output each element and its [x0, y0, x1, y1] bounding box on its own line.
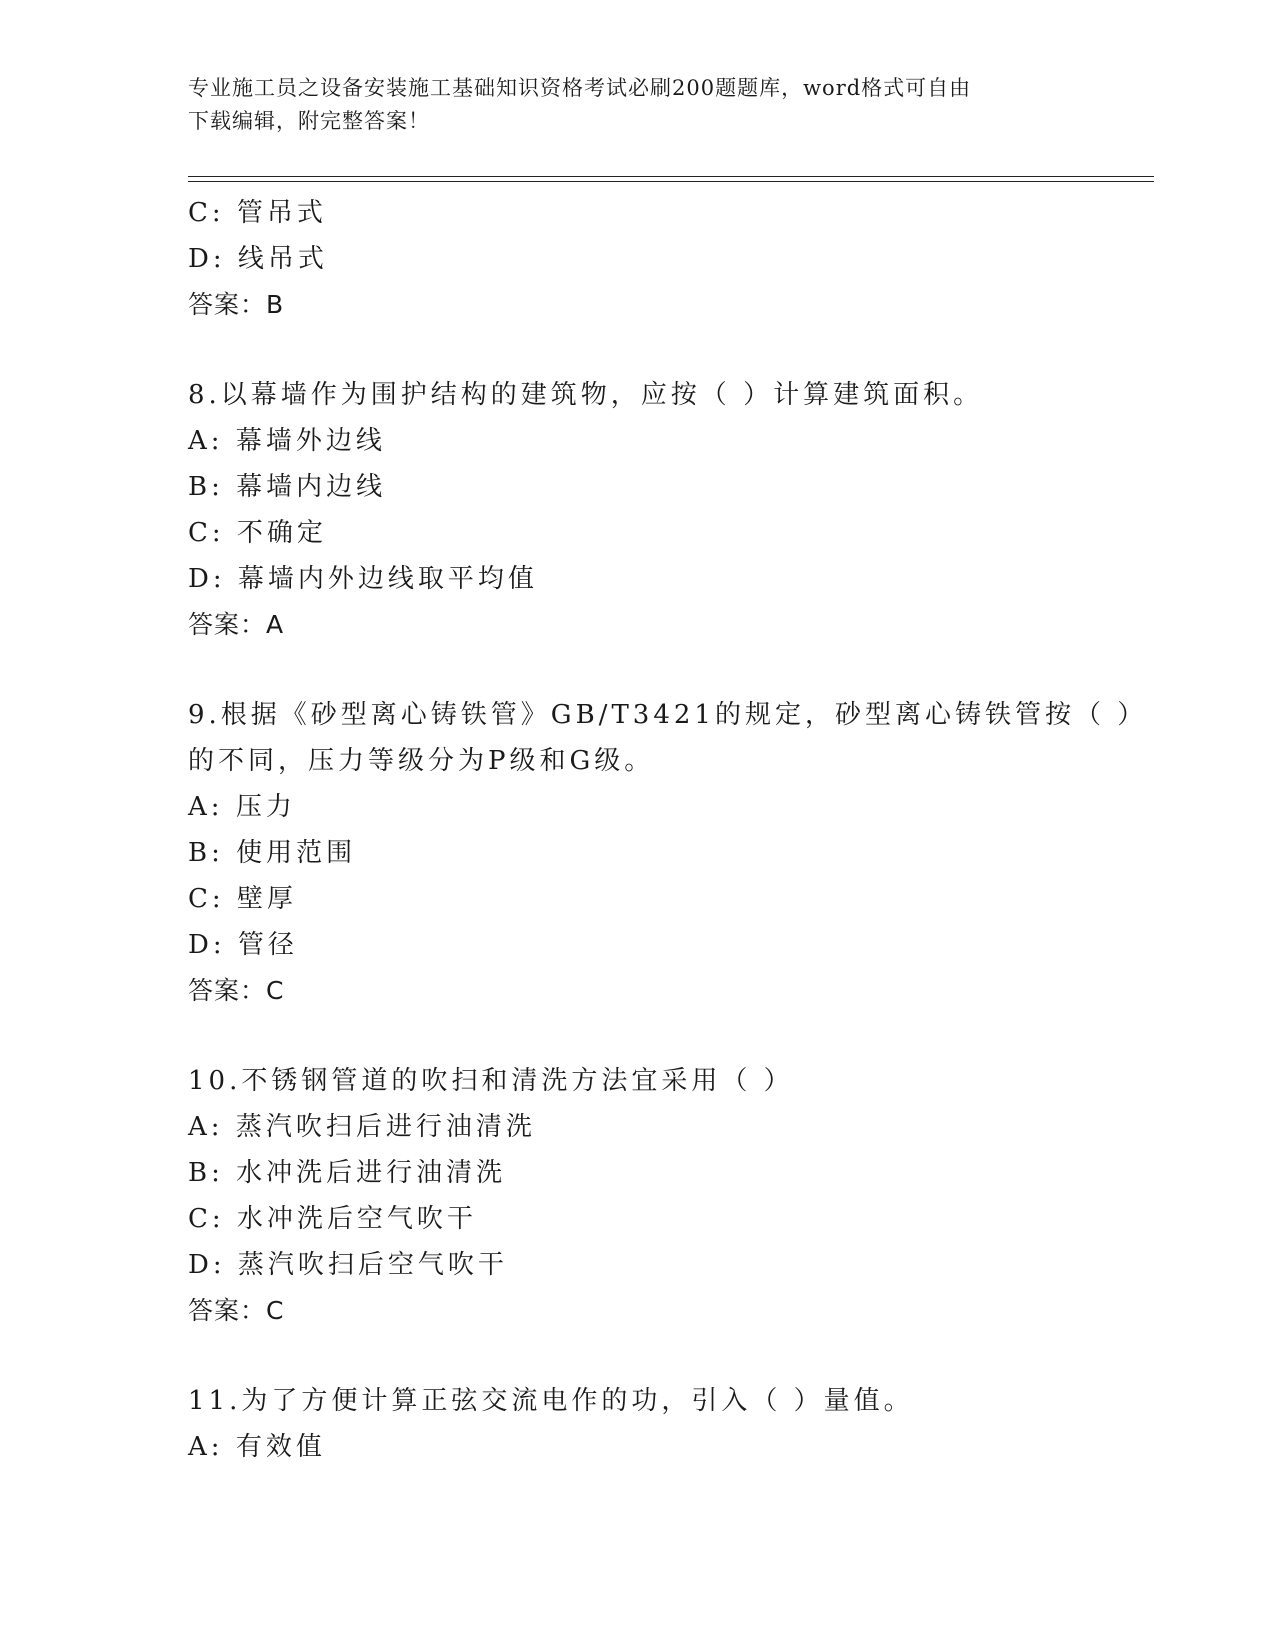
option-text: 线吊式: [237, 244, 328, 274]
option-c: [188, 190, 1148, 236]
option-letter: D:: [188, 1250, 238, 1280]
option-letter: A:: [188, 426, 236, 456]
option-letter: A:: [188, 1112, 236, 1142]
header-rule-bottom: [188, 181, 1154, 182]
option-a: [188, 784, 1148, 830]
option-d: [188, 922, 1148, 968]
answer-line: 答案：C: [188, 1296, 285, 1325]
option-text: 管径: [237, 930, 298, 960]
option-b: [188, 1150, 1148, 1196]
option-c: [188, 876, 1148, 922]
answer-line: 答案：C: [188, 976, 285, 1005]
option-letter: C:: [188, 884, 237, 914]
question-stem: 10.不锈钢管道的吹扫和清洗方法宜采用（ ）: [188, 1066, 794, 1096]
carryover-block: [188, 190, 1148, 328]
option-text: 不确定: [236, 518, 327, 548]
option-text: 蒸汽吹扫后空气吹干: [237, 1250, 508, 1280]
question-block: [188, 1058, 1148, 1334]
option-letter: D:: [188, 244, 238, 274]
document-header: [188, 72, 1068, 138]
option-d: [188, 556, 1148, 602]
option-d: [188, 236, 1148, 282]
question-block: [188, 1378, 1148, 1470]
option-b: [188, 464, 1148, 510]
option-letter: A:: [188, 1432, 236, 1462]
question-stem-line-1: 9.根据《砂型离心铸铁管》GB/T3421的规定，砂型离心铸铁管按（ ）: [188, 700, 1148, 730]
question-block: [188, 692, 1148, 1014]
header-line-1: 专业施工员之设备安装施工基础知识资格考试必刷200题题库，word格式可自由: [188, 76, 972, 100]
option-text: 压力: [235, 792, 296, 822]
option-a: [188, 1104, 1148, 1150]
header-line-2: 下载编辑，附完整答案！: [188, 109, 430, 133]
question-stem-line-2: 的不同，压力等级分为P级和G级。: [188, 746, 655, 776]
option-text: 幕墙内外边线取平均值: [237, 564, 538, 594]
option-c: [188, 1196, 1148, 1242]
option-text: 幕墙外边线: [235, 426, 386, 456]
option-d: [188, 1242, 1148, 1288]
option-letter: D:: [188, 930, 238, 960]
option-a: [188, 418, 1148, 464]
option-text: 壁厚: [236, 884, 297, 914]
option-letter: B:: [188, 1158, 237, 1188]
option-a: [188, 1424, 1148, 1470]
option-b: [188, 830, 1148, 876]
option-letter: D:: [188, 564, 238, 594]
option-text: 管吊式: [236, 198, 327, 228]
option-text: 水冲洗后进行油清洗: [236, 1158, 507, 1188]
question-stem: 11.为了方便计算正弦交流电作的功，引入（ ）量值。: [188, 1386, 914, 1416]
header-rule-top: [188, 176, 1154, 177]
option-letter: C:: [188, 1204, 237, 1234]
option-text: 水冲洗后空气吹干: [236, 1204, 477, 1234]
answer-line: 答案：B: [188, 290, 285, 319]
option-text: 幕墙内边线: [236, 472, 387, 502]
option-text: 使用范围: [236, 838, 357, 868]
question-stem: 8.以幕墙作为围护结构的建筑物，应按（ ）计算建筑面积。: [188, 380, 984, 410]
option-text: 蒸汽吹扫后进行油清洗: [235, 1112, 536, 1142]
option-c: [188, 510, 1148, 556]
option-letter: B:: [188, 472, 237, 502]
option-letter: C:: [188, 198, 237, 228]
option-text: 有效值: [235, 1432, 326, 1462]
question-list: [188, 190, 1148, 1470]
option-letter: C:: [188, 518, 237, 548]
question-block: [188, 372, 1148, 648]
option-letter: B:: [188, 838, 237, 868]
answer-line: 答案：A: [188, 610, 285, 639]
option-letter: A:: [188, 792, 236, 822]
